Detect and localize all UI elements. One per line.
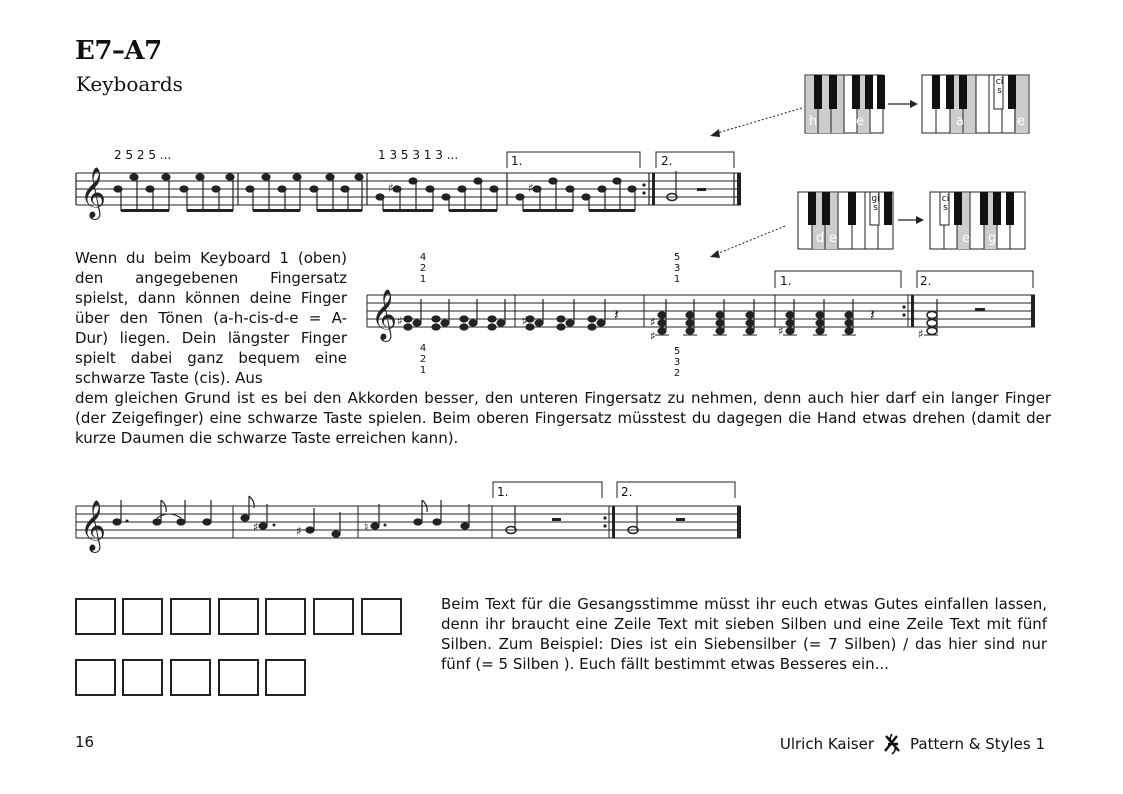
syllable-box[interactable]	[265, 598, 306, 635]
syllable-box[interactable]	[218, 598, 259, 635]
svg-text:𝄽: 𝄽	[614, 305, 619, 324]
page-subtitle: Keyboards	[76, 72, 183, 96]
syllable-box[interactable]	[361, 598, 402, 635]
svg-text:♯: ♯	[528, 181, 534, 195]
fingering-below-1: 4 2 1	[419, 343, 427, 376]
fingering-above-2: 5 3 1	[673, 252, 681, 285]
svg-text:♯: ♯	[650, 329, 656, 343]
key-label-k2-0: a	[956, 114, 964, 129]
key-label-k3-0: d	[816, 231, 825, 246]
body-paragraph-2: Beim Text für die Gesangsstimme müsst ihr euch etwas Gutes einfallen lassen, denn ihr braucht eine Zeile Text mit sieben Silben und eine Zeile Text mit fünf Silben. Zum Beispiel: Dies ist ein Siebensilber (= 7 Silben) / das hier sind nur fünf (= 5 Silben ). Euch fällt bestimmt etwas Besseres ein...	[441, 595, 1047, 673]
syllable-box[interactable]	[265, 659, 306, 696]
key-label-k4-0: e	[962, 231, 970, 246]
volta-2-label-s2: 2.	[920, 274, 932, 288]
svg-text:♯: ♯	[918, 327, 924, 341]
key-label-k3-black: gis	[871, 194, 880, 213]
syllable-box[interactable]	[75, 659, 116, 696]
syllable-box[interactable]	[170, 598, 211, 635]
svg-text:𝄞: 𝄞	[371, 289, 398, 340]
publisher-logo-icon	[882, 733, 902, 755]
syllable-box[interactable]	[170, 659, 211, 696]
series-title: Pattern & Styles 1	[910, 735, 1045, 753]
fingering-above-1: 4 2 1	[419, 252, 427, 285]
svg-text:𝄽: 𝄽	[870, 305, 875, 324]
volta-2-label-s3: 2.	[621, 485, 633, 499]
svg-text:♯: ♯	[522, 314, 528, 328]
fingering-label-1: 2 5 2 5 ...	[114, 148, 172, 162]
svg-text:♯: ♯	[397, 314, 403, 328]
svg-text:♯: ♯	[388, 181, 394, 195]
body-paragraph-1-part-b: dem gleichen Grund ist es bei den Akkorden besser, den unteren Fingersatz zu nehmen, denn auch hier darf ein langer Finger (der Zeigefinger) eine schwarze Taste spielen. Beim oberen Fingersatz müsstest du dagegen die Hand etwas drehen (damit der kurze Daumen die schwarze Taste erreichen kann).	[75, 389, 1051, 447]
key-label-k3-1: e	[829, 231, 837, 246]
page-number: 16	[75, 733, 95, 751]
svg-text:♯: ♯	[296, 524, 302, 538]
svg-text:𝄞: 𝄞	[80, 500, 107, 551]
volta-2-label: 2.	[661, 154, 673, 168]
syllable-box[interactable]	[122, 659, 163, 696]
key-label-k1-1: e	[856, 114, 864, 129]
page-title: E7–A7	[75, 36, 162, 66]
svg-text:♯: ♯	[253, 520, 259, 534]
key-label-k1-0: h	[809, 114, 818, 129]
key-label-k2-1: e	[1017, 114, 1025, 129]
body-paragraph-1-part-a: Wenn du beim Keyboard 1 (oben) den angegebenen Fingersatz spielst, dann können deine Finger über den Tönen (a-h-cis-d-e = A-Dur) liegen. Dein längster Finger spielt dabei ganz bequem eine schwarze Taste (cis). Aus	[75, 249, 347, 387]
svg-text:♮: ♮	[364, 520, 369, 534]
key-label-k4-1: g	[988, 231, 997, 246]
volta-1-label-s2: 1.	[780, 274, 792, 288]
volta-1-label: 1.	[511, 154, 523, 168]
svg-text:♯: ♯	[778, 324, 784, 338]
fingering-label-2: 1 3 5 3 1 3 ...	[378, 148, 459, 162]
volta-1-label-s3: 1.	[497, 485, 509, 499]
syllable-box[interactable]	[122, 598, 163, 635]
syllable-box[interactable]	[218, 659, 259, 696]
key-label-k2-black: cis	[995, 77, 1004, 96]
key-label-k4-black: cis	[941, 194, 950, 213]
footer	[780, 733, 1045, 755]
author-name: Ulrich Kaiser	[779, 735, 874, 753]
syllable-box[interactable]	[75, 598, 116, 635]
svg-text:𝄞: 𝄞	[80, 167, 107, 218]
fingering-below-2: 5 3 2	[673, 346, 681, 379]
svg-text:♯: ♯	[650, 315, 656, 329]
syllable-box[interactable]	[313, 598, 354, 635]
